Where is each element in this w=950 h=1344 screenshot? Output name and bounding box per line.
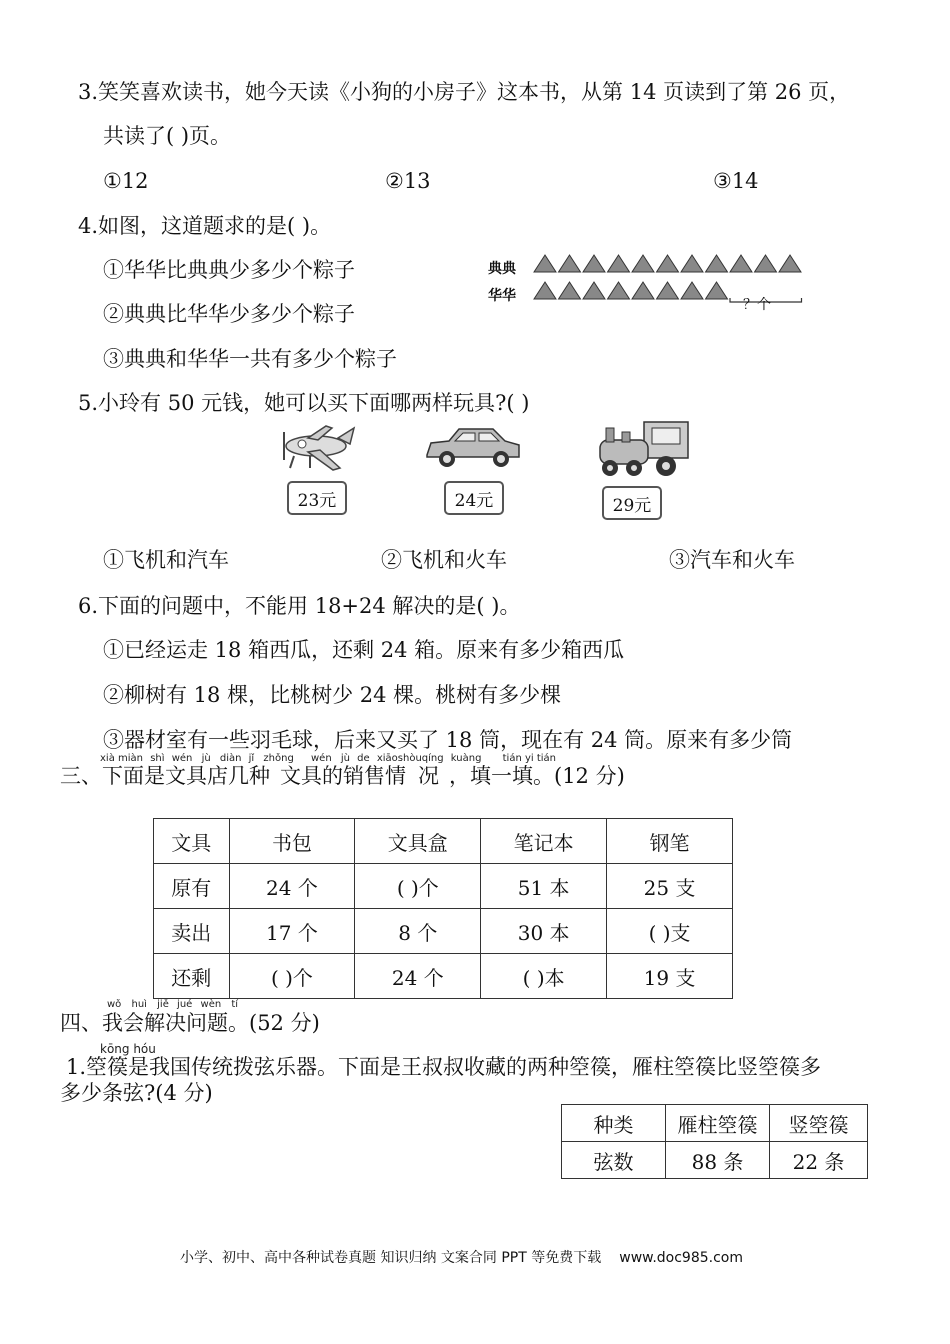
zongzi-huahua (583, 282, 605, 299)
q6-stem: 6.下面的问题中，不能用 18+24 解决的是( )。 (78, 594, 521, 618)
table-cell-blank[interactable]: ( )支 (607, 909, 733, 954)
table-cell: 24 个 (229, 864, 355, 909)
zongzi-diandian (706, 255, 728, 272)
section4-title: 四、我会解决问题。(52 分) (60, 1011, 320, 1035)
q3-option-3: ③14 (713, 169, 759, 193)
table-row (154, 954, 733, 999)
table-cell: 19 支 (607, 954, 733, 999)
zongzi-diandian (657, 255, 679, 272)
table-header-cell: 种类 (562, 1105, 666, 1142)
zongzi-huahua (681, 282, 703, 299)
price-tag-car: 24元 (444, 481, 504, 515)
zongzi-diandian (583, 255, 605, 272)
table-cell-blank[interactable]: ( )个 (229, 954, 355, 999)
q3-line2: 共读了( )页。 (103, 124, 232, 148)
table-cell: 17 个 (229, 909, 355, 954)
table-cell: 8 个 (355, 909, 481, 954)
price-tag-airplane: 23元 (287, 481, 347, 515)
zongzi-diandian (608, 255, 630, 272)
table-cell: 卖出 (154, 909, 230, 954)
zongzi-diandian (779, 255, 801, 272)
table-cell: 弦数 (562, 1142, 666, 1179)
q3-option-2: ②13 (385, 169, 431, 193)
table-row (154, 864, 733, 909)
table-cell: 25 支 (607, 864, 733, 909)
s4-q1-line2: 多少条弦?(4 分) (60, 1081, 213, 1105)
table-header-cell: 雁柱箜篌 (666, 1105, 770, 1142)
footer-url[interactable]: www.doc985.com (619, 1250, 743, 1266)
table-header-cell: 笔记本 (481, 819, 607, 864)
table-header-cell: 竖箜篌 (770, 1105, 868, 1142)
table-cell: 88 条 (666, 1142, 770, 1179)
table-row (562, 1142, 868, 1179)
q5-option-1: ①飞机和汽车 (103, 548, 229, 572)
zongzi-huahua (706, 282, 728, 299)
table-cell: 24 个 (355, 954, 481, 999)
stationery-sales-table (153, 818, 733, 999)
q4-option-1: ①华华比典典少多少个粽子 (103, 258, 355, 282)
airplane-icon (278, 424, 358, 474)
table-cell: 51 本 (481, 864, 607, 909)
section3-title: 三、下面是文具店几种 文具的销售情 况 ，填一填。(12 分) (60, 764, 625, 788)
footer-text: 小学、初中、高中各种试卷真题 知识归纳 文案合同 PPT 等免费下载 (180, 1250, 602, 1266)
table-header-cell: 文具盒 (355, 819, 481, 864)
q6-option-3: ③器材室有一些羽毛球，后来又买了 18 筒，现在有 24 筒。原来有多少筒 (103, 728, 793, 752)
q4-stem: 4.如图，这道题求的是( )。 (78, 214, 332, 238)
price-tag-train: 29元 (602, 486, 662, 520)
q6-option-1: ①已经运走 18 箱西瓜，还剩 24 箱。原来有多少箱西瓜 (103, 638, 625, 662)
zongzi-huahua (632, 282, 654, 299)
q5-stem: 5.小玲有 50 元钱，她可以买下面哪两样玩具?( ) (78, 391, 530, 415)
q4-option-2: ②典典比华华少多少个粽子 (103, 302, 355, 326)
table-cell-blank[interactable]: ( )个 (355, 864, 481, 909)
table-header-cell: 书包 (229, 819, 355, 864)
zongzi-diandian (632, 255, 654, 272)
zongzi-huahua (534, 282, 556, 299)
table-header-cell: 钢笔 (607, 819, 733, 864)
q4-option-3: ③典典和华华一共有多少个粽子 (103, 347, 397, 371)
zongzi-diandian (730, 255, 752, 272)
car-icon (423, 425, 523, 469)
table-cell: 22 条 (770, 1142, 868, 1179)
zongzi-huahua (657, 282, 679, 299)
section3-pinyin: xià miàn shì wén jù diàn jǐ zhǒng wén jù de xiāoshòuqíng kuàng tián yi tián (100, 753, 557, 764)
table-row (154, 909, 733, 954)
q5-option-3: ③汽车和火车 (669, 548, 795, 572)
figure-question-label: ？个 (743, 297, 771, 313)
table-header-cell: 文具 (154, 819, 230, 864)
figure-name-diandian: 典典 (488, 261, 516, 277)
table-cell: 30 本 (481, 909, 607, 954)
q3-option-1: ①12 (103, 169, 149, 193)
zongzi-huahua (608, 282, 630, 299)
q3-line1: 3.笑笑喜欢读书，她今天读《小狗的小房子》这本书，从第 14 页读到了第 26 页， (78, 80, 851, 104)
table-cell-blank[interactable]: ( )本 (481, 954, 607, 999)
q6-option-2: ②柳树有 18 棵，比桃树少 24 棵。桃树有多少棵 (103, 683, 562, 707)
table-cell: 原有 (154, 864, 230, 909)
table-cell: 还剩 (154, 954, 230, 999)
section4-pinyin: wǒ huì jiě jué wèn tí (107, 999, 239, 1010)
zongzi-diandian (534, 255, 556, 272)
zongzi-diandian (559, 255, 581, 272)
zongzi-diandian (681, 255, 703, 272)
figure-name-huahua: 华华 (488, 288, 516, 304)
zongzi-diandian (755, 255, 777, 272)
konghou-table (561, 1104, 868, 1179)
q5-option-2: ②飞机和火车 (381, 548, 507, 572)
zongzi-figure (488, 250, 808, 312)
q1-pinyin: kōng hóu (100, 1042, 156, 1056)
s4-q1-line1: 1.箜篌是我国传统拨弦乐器。下面是王叔叔收藏的两种箜篌，雁柱箜篌比竖箜篌多 (66, 1055, 822, 1079)
train-icon (592, 420, 692, 478)
zongzi-huahua (559, 282, 581, 299)
footer (180, 1247, 761, 1267)
